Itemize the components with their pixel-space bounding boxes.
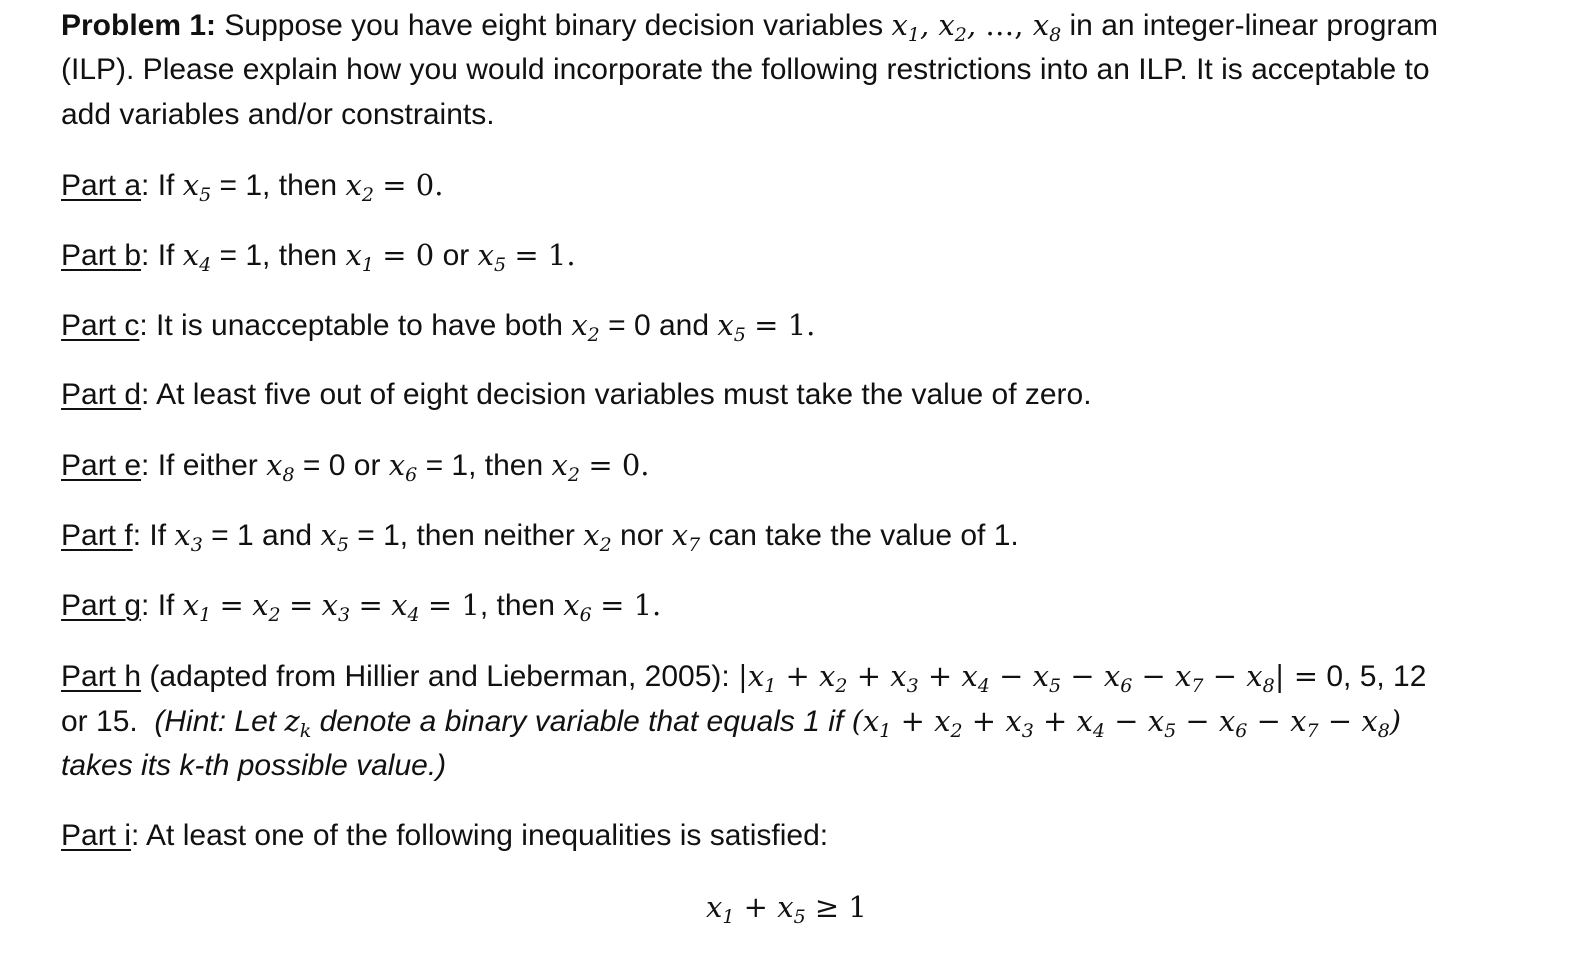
problem-line-2: (ILP). Please explain how you would incorporate the following restrictions into an ILP. It is acceptable to (61, 53, 1430, 86)
problem-intro: Suppose you have eight binary decision variables (224, 9, 884, 42)
part-b: Part b: If $x_4 = 1$, then $x_1 = 0$ or $x_5 = 1$. (61, 238, 576, 276)
part-d-text: At least five out of eight decision variables must take the value of zero. (156, 378, 1092, 411)
part-g: Part g: If $x_1 = x_2 = x_3 = x_4 = 1$, then $x_6 = 1$. (61, 588, 662, 626)
part-h-equation: $|x_1 + x_2 + x_3 + x_4 - x_5 - x_6 - x_7 - x_8|$ = (738, 659, 1319, 697)
part-i-label: Part i (61, 819, 132, 852)
part-h-label: Part h (61, 660, 142, 693)
problem-intro-tail: in an integer-linear program (1069, 9, 1439, 42)
part-f-label: Part f (61, 519, 133, 552)
part-e-label: Part e (61, 449, 142, 482)
part-h-line2-start: or 15. (61, 705, 138, 738)
part-d-label: Part d (61, 378, 142, 411)
part-c: Part c: It is unacceptable to have both $x_2 = 0$ and $x_5 = 1$. (61, 308, 816, 346)
part-g-label: Part g (61, 589, 142, 622)
part-c-label: Part c (61, 309, 140, 342)
part-e: Part e: If either $x_8 = 0$ or $x_6 = 1$, then $x_2 = 0$. (61, 448, 650, 486)
problem-heading: Problem 1: (61, 9, 217, 42)
part-a: Part a: If $x_5 = 1$, then $x_2 = 0$. (61, 168, 444, 206)
part-h-hint-line-3: takes its k-th possible value.) (61, 749, 447, 782)
part-i-inequality: $x_1 + x_5 \ge 1$ (706, 890, 867, 928)
part-b-label: Part b (61, 239, 142, 272)
part-h-line-1: Part h (adapted from Hillier and Lieberman, 2005): $|x_1 + x_2 + x_3 + x_4 - x_5 - x_6 - x_7 - x_8| = 0$, 5, 12 (61, 659, 1427, 697)
part-h-hint: (Hint: Let $z_k$ denote a binary variable that equals 1 if $(x_1 + x_2 + x_3 + x_4 - x_5 - x_6 - x_7 - x_8)$ (154, 704, 1402, 742)
part-h-source: (adapted from Hillier and Lieberman, 2005): (149, 660, 730, 693)
problem-line-3: add variables and/or constraints. (61, 98, 495, 131)
part-i: Part i: At least one of the following inequalities is satisfied: (61, 819, 829, 852)
part-h-line-3 (61, 749, 446, 783)
part-h-line-2 (61, 704, 1402, 742)
part-a-label: Part a (61, 169, 142, 202)
part-f: Part f: If $x_3 = 1$ and $x_5 = 1$, then neither $x_2$ nor $x_7$ can take the value of 1. (61, 518, 1019, 556)
part-i-text: At least one of the following inequalities is satisfied: (146, 819, 829, 852)
part-d: Part d: At least five out of eight decision variables must take the value of zero. (61, 378, 1092, 411)
problem-line-1 (61, 8, 1439, 46)
problem-variables: $x_1$, $x_2$, …, $x_8$ (891, 8, 1062, 46)
